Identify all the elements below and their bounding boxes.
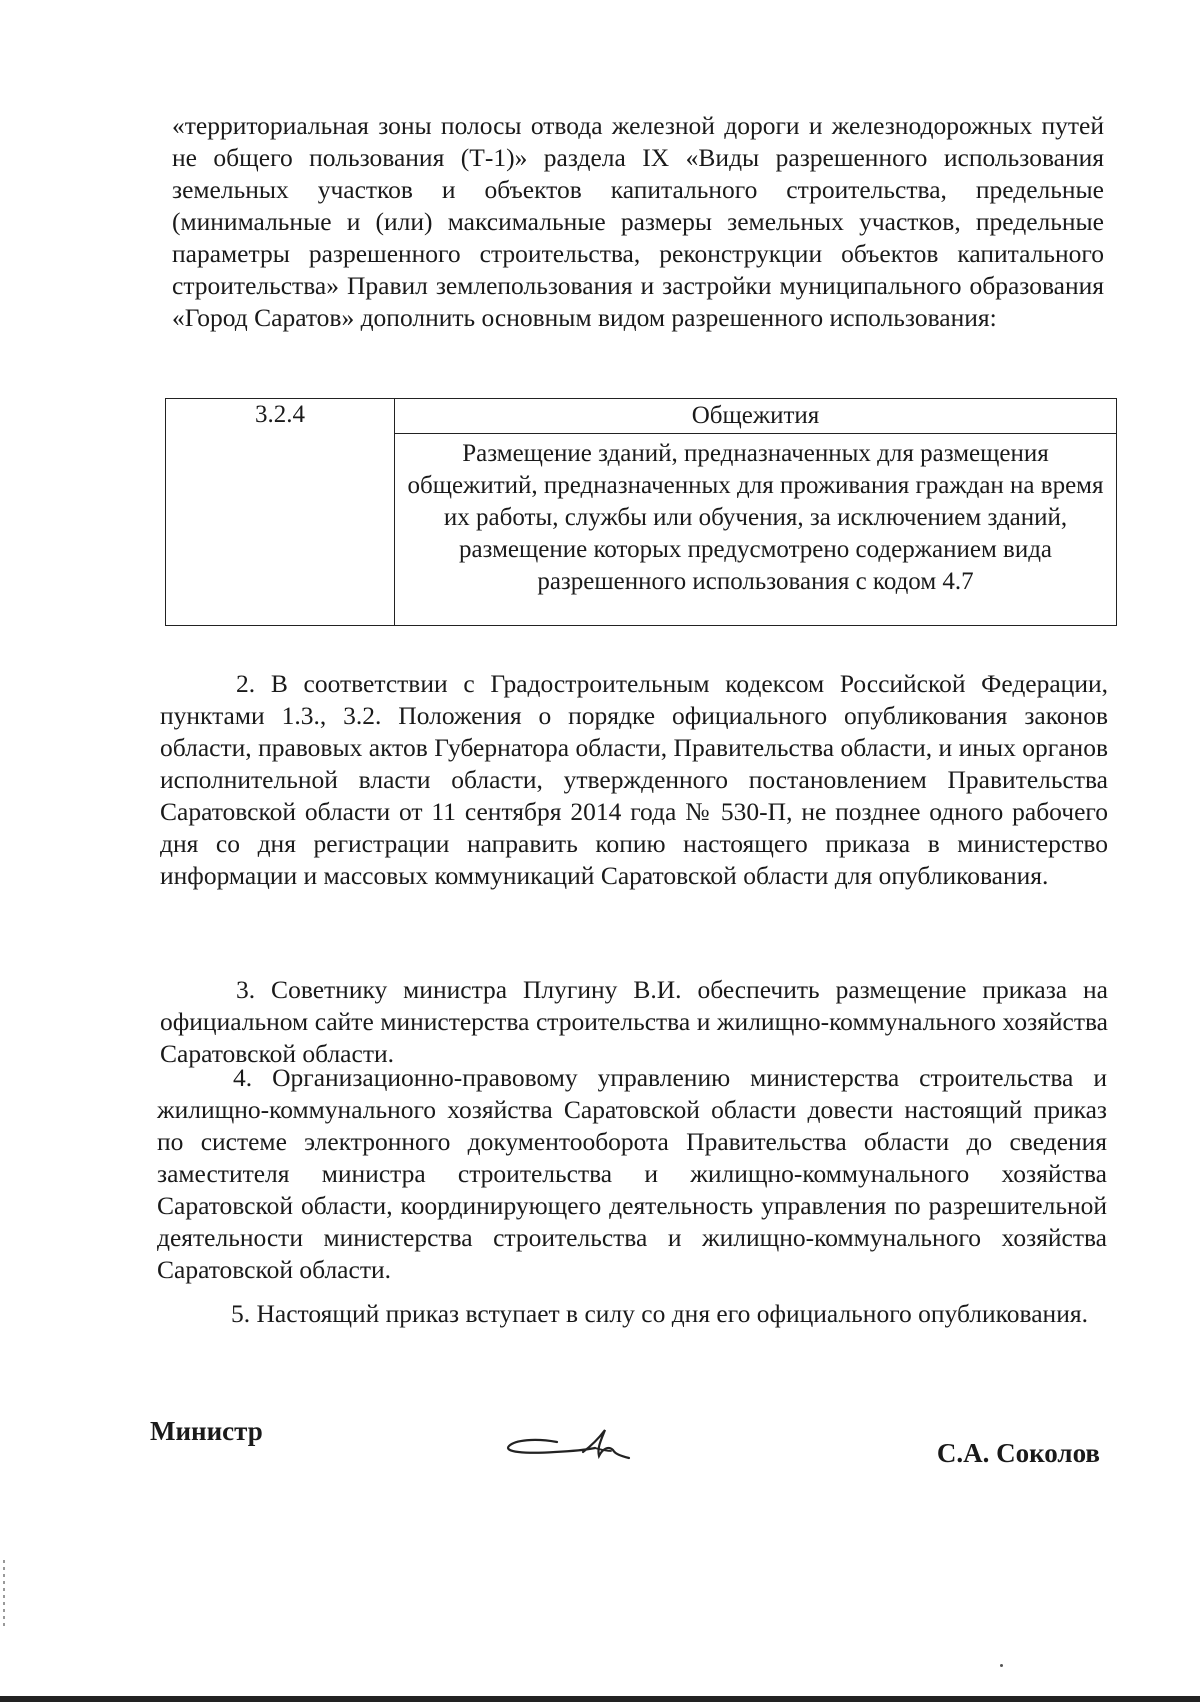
use-code-cell: 3.2.4 (166, 399, 395, 626)
scan-edge-mark (3, 1560, 5, 1630)
signer-name: С.А. Соколов (936, 1438, 1100, 1468)
permitted-use-table (165, 398, 1117, 626)
intro-paragraph: «территориальная зоны полосы отвода железной дороги и железнодорожных путей не общего пользования (Т-1)» раздела IX «Виды разрешенного использования земельных участков и объектов капитального строительства, предельные (минимальные и (или) максимальные размеры земельных участков, предельные параметры разрешенного строительства, реконструкции объектов капитального строительства» Правил землепользования и застройки муниципального образования «Город Саратов» дополнить основным видом разрешенного использования: (172, 111, 1104, 332)
signer-position: Министр (150, 1416, 263, 1446)
use-name-cell: Общежития (395, 399, 1117, 434)
paragraph-5: 5. Настоящий приказ вступает в силу со дня его официального опубликования. (231, 1299, 1088, 1328)
use-description-cell: Размещение зданий, предназначенных для размещения общежитий, предназначенных для проживания граждан на время их работы, службы или обучения, за исключением зданий, размещение которых предусмотрено содержанием вида разрешенного использования с кодом 4.7 (395, 434, 1117, 626)
paragraph-4: 4. Организационно-правовому управлению министерства строительства и жилищно-коммунального хозяйства Саратовской области довести настоящий приказ по системе электронного документооборота Правительства области до сведения заместителя министра строительства и жилищно-коммунального хозяйства Саратовской области, координирующего деятельность управления по разрешительной деятельности министерства строительства и жилищно-коммунального хозяйства Саратовской области. (157, 1063, 1107, 1284)
scan-speck (1000, 1664, 1003, 1667)
handwritten-signature-icon (495, 1418, 665, 1478)
signature-block (150, 1408, 1100, 1488)
scan-bottom-edge (0, 1696, 1200, 1702)
paragraph-3: 3. Советнику министра Плугину В.И. обеспечить размещение приказа на официальном сайте министерства строительства и жилищно-коммунального хозяйства Саратовской области. (160, 975, 1108, 1068)
table-row (166, 399, 1117, 434)
paragraph-2: 2. В соответствии с Градостроительным кодексом Российской Федерации, пунктами 1.3., 3.2. Положения о порядке официального опубликования законов области, правовых актов Губернатора области, Правительства области, и иных органов исполнительной власти области, утвержденного постановлением Правительства Саратовской области от 11 сентября 2014 года № 530-П, не позднее одного рабочего дня со дня регистрации направить копию настоящего приказа в министерство информации и массовых коммуникаций Саратовской области для опубликования. (160, 669, 1108, 890)
